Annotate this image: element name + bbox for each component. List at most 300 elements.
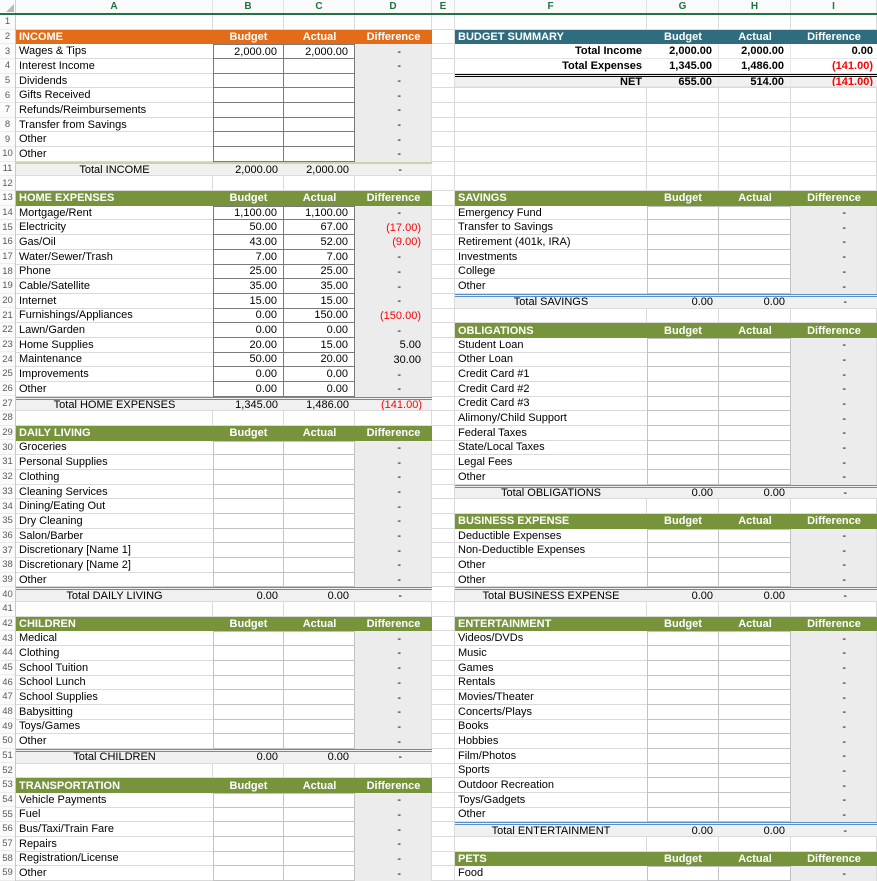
cell-I19[interactable]: - xyxy=(791,279,877,294)
cell-I54[interactable]: - xyxy=(791,793,877,808)
cell-F38[interactable]: Other xyxy=(455,558,647,573)
cell-E3[interactable] xyxy=(432,44,455,59)
cell-I39[interactable]: - xyxy=(791,573,877,588)
cell-C59[interactable] xyxy=(284,866,355,881)
row-header-25[interactable]: 25 xyxy=(0,367,15,382)
cell-C6[interactable] xyxy=(284,88,355,103)
row-header-29[interactable]: 29 xyxy=(0,426,15,441)
cell-A5[interactable]: Dividends xyxy=(16,74,213,89)
cell-E58[interactable] xyxy=(432,852,455,867)
cell-H7[interactable] xyxy=(719,103,791,118)
cell-D46[interactable]: - xyxy=(355,676,432,691)
cell-F49[interactable]: Books xyxy=(455,720,647,735)
cell-F45[interactable]: Games xyxy=(455,661,647,676)
column-header-D[interactable]: D xyxy=(355,0,432,13)
row-header-49[interactable]: 49 xyxy=(0,719,15,734)
cell-I17[interactable]: - xyxy=(791,250,877,265)
cell-B16[interactable]: 43.00 xyxy=(213,235,284,250)
cell-E47[interactable] xyxy=(432,690,455,705)
cell-A23[interactable]: Home Supplies xyxy=(16,338,213,353)
cell-H4[interactable]: 1,486.00 xyxy=(719,59,791,74)
cell-G55[interactable] xyxy=(647,808,719,823)
column-header-A[interactable]: A xyxy=(16,0,213,13)
cell-E35[interactable] xyxy=(432,514,455,529)
cell-H24[interactable] xyxy=(719,353,791,368)
cell-A35[interactable]: Dry Cleaning xyxy=(16,514,213,529)
cell-D47[interactable]: - xyxy=(355,690,432,705)
cell-E29[interactable] xyxy=(432,426,455,441)
cell-D35[interactable]: - xyxy=(355,514,432,529)
cell-G45[interactable] xyxy=(647,661,719,676)
cell-F54[interactable]: Toys/Gadgets xyxy=(455,793,647,808)
cell-C1[interactable] xyxy=(284,15,355,30)
cell-A55[interactable]: Fuel xyxy=(16,808,213,823)
cell-E45[interactable] xyxy=(432,661,455,676)
cell-C25[interactable]: 0.00 xyxy=(284,367,355,382)
cell-A27[interactable]: Total HOME EXPENSES xyxy=(53,399,176,411)
cell-G20[interactable]: 0.00 xyxy=(691,296,713,308)
cell-A20[interactable]: Internet xyxy=(16,294,213,309)
cell-H45[interactable] xyxy=(719,661,791,676)
cell-B33[interactable] xyxy=(213,485,284,500)
cell-D1[interactable] xyxy=(355,15,432,30)
cell-H21[interactable] xyxy=(719,309,791,324)
cell-A39[interactable]: Other xyxy=(16,573,213,588)
cell-F21[interactable] xyxy=(455,309,647,324)
cell-B3[interactable]: 2,000.00 xyxy=(213,44,284,59)
cell-B1[interactable] xyxy=(213,15,284,30)
cell-A36[interactable]: Salon/Barber xyxy=(16,529,213,544)
cell-F57[interactable] xyxy=(455,837,647,852)
cell-D54[interactable]: - xyxy=(355,793,432,808)
cell-A14[interactable]: Mortgage/Rent xyxy=(16,206,213,221)
cell-I20[interactable]: - xyxy=(843,296,847,308)
cell-H51[interactable] xyxy=(719,749,791,764)
cell-C52[interactable] xyxy=(284,764,355,779)
cell-A8[interactable]: Transfer from Savings xyxy=(16,118,213,133)
cell-I6[interactable] xyxy=(791,88,877,103)
cell-H28[interactable] xyxy=(719,411,791,426)
cell-D15[interactable]: (17.00) xyxy=(355,220,432,235)
cell-H26[interactable] xyxy=(719,382,791,397)
cell-H27[interactable] xyxy=(719,397,791,412)
row-header-8[interactable]: 8 xyxy=(0,118,15,133)
cell-D39[interactable]: - xyxy=(355,573,432,588)
cell-G59[interactable] xyxy=(647,866,719,881)
cell-I21[interactable] xyxy=(791,309,877,324)
cell-A7[interactable]: Refunds/Reimbursements xyxy=(16,103,213,118)
cell-H22[interactable]: Actual xyxy=(738,324,772,337)
cell-D36[interactable]: - xyxy=(355,529,432,544)
cell-B30[interactable] xyxy=(213,441,284,456)
cell-G42[interactable]: Budget xyxy=(664,618,702,631)
cell-F33[interactable]: Total OBLIGATIONS xyxy=(500,487,602,499)
cell-I58[interactable]: Difference xyxy=(807,852,861,865)
cell-D55[interactable]: - xyxy=(355,808,432,823)
row-header-4[interactable]: 4 xyxy=(0,59,15,74)
cell-F10[interactable] xyxy=(455,147,647,162)
cell-H50[interactable] xyxy=(719,734,791,749)
cell-B8[interactable] xyxy=(213,118,284,133)
cell-I55[interactable]: - xyxy=(791,808,877,823)
cell-A45[interactable]: School Tuition xyxy=(16,661,213,676)
cell-C31[interactable] xyxy=(284,455,355,470)
row-header-12[interactable]: 12 xyxy=(0,176,15,191)
cell-A18[interactable]: Phone xyxy=(16,265,213,280)
cell-H6[interactable] xyxy=(719,88,791,103)
cell-G41[interactable] xyxy=(647,602,719,617)
cell-C24[interactable]: 20.00 xyxy=(284,353,355,368)
cell-C13[interactable]: Actual xyxy=(302,192,337,205)
cell-I8[interactable] xyxy=(791,118,877,133)
cell-B17[interactable]: 7.00 xyxy=(213,250,284,265)
row-header-9[interactable]: 9 xyxy=(0,132,15,147)
cell-E33[interactable] xyxy=(432,485,455,500)
cell-I47[interactable]: - xyxy=(791,690,877,705)
cell-A11[interactable]: Total INCOME xyxy=(79,163,150,176)
cell-A32[interactable]: Clothing xyxy=(16,470,213,485)
cell-E38[interactable] xyxy=(432,558,455,573)
row-header-31[interactable]: 31 xyxy=(0,455,15,470)
cell-A42[interactable]: CHILDREN xyxy=(19,618,76,631)
cell-C22[interactable]: 0.00 xyxy=(284,323,355,338)
cell-D50[interactable]: - xyxy=(355,734,432,749)
cell-D34[interactable]: - xyxy=(355,499,432,514)
cell-C37[interactable] xyxy=(284,543,355,558)
row-header-39[interactable]: 39 xyxy=(0,573,15,588)
row-header-18[interactable]: 18 xyxy=(0,264,15,279)
cell-F41[interactable] xyxy=(455,602,647,617)
cell-E32[interactable] xyxy=(432,470,455,485)
cell-E2[interactable] xyxy=(432,30,455,45)
cell-D51[interactable]: - xyxy=(398,751,402,763)
cell-C40[interactable]: 0.00 xyxy=(327,590,349,602)
row-header-13[interactable]: 13 xyxy=(0,191,15,206)
cell-E24[interactable] xyxy=(432,353,455,368)
cell-B13[interactable]: Budget xyxy=(229,192,268,205)
cell-I27[interactable]: - xyxy=(791,397,877,412)
cell-B5[interactable] xyxy=(213,74,284,89)
cell-I25[interactable]: - xyxy=(791,367,877,382)
cell-D49[interactable]: - xyxy=(355,720,432,735)
cell-B43[interactable] xyxy=(213,631,284,646)
cell-I18[interactable]: - xyxy=(791,265,877,280)
cell-H40[interactable]: 0.00 xyxy=(763,590,785,602)
cell-E25[interactable] xyxy=(432,367,455,382)
cell-A33[interactable]: Cleaning Services xyxy=(16,485,213,500)
cell-G28[interactable] xyxy=(647,411,719,426)
cell-E9[interactable] xyxy=(432,132,455,147)
cell-C39[interactable] xyxy=(284,573,355,588)
cell-B57[interactable] xyxy=(213,837,284,852)
cell-B34[interactable] xyxy=(213,499,284,514)
row-header-37[interactable]: 37 xyxy=(0,543,15,558)
cell-F37[interactable]: Non-Deductible Expenses xyxy=(455,543,647,558)
row-header-40[interactable]: 40 xyxy=(0,587,15,602)
cell-E39[interactable] xyxy=(432,573,455,588)
cell-A57[interactable]: Repairs xyxy=(16,837,213,852)
cell-C10[interactable] xyxy=(284,147,355,162)
cell-D17[interactable]: - xyxy=(355,250,432,265)
cell-A25[interactable]: Improvements xyxy=(16,367,213,382)
cell-H8[interactable] xyxy=(719,118,791,133)
cell-G48[interactable] xyxy=(647,705,719,720)
cell-C38[interactable] xyxy=(284,558,355,573)
cell-E56[interactable] xyxy=(432,822,455,837)
cell-A17[interactable]: Water/Sewer/Trash xyxy=(16,250,213,265)
cell-B11[interactable]: 2,000.00 xyxy=(235,163,278,176)
cell-H46[interactable] xyxy=(719,676,791,691)
row-header-27[interactable]: 27 xyxy=(0,396,15,411)
cell-B53[interactable]: Budget xyxy=(229,779,268,792)
cell-E43[interactable] xyxy=(432,631,455,646)
cell-B35[interactable] xyxy=(213,514,284,529)
cell-F20[interactable]: Total SAVINGS xyxy=(513,296,589,308)
cell-C29[interactable]: Actual xyxy=(302,427,337,440)
cell-B9[interactable] xyxy=(213,132,284,147)
cell-C27[interactable]: 1,486.00 xyxy=(306,399,349,411)
cell-C20[interactable]: 15.00 xyxy=(284,294,355,309)
cell-D40[interactable]: - xyxy=(398,590,402,602)
cell-E26[interactable] xyxy=(432,382,455,397)
cell-C16[interactable]: 52.00 xyxy=(284,235,355,250)
cell-E15[interactable] xyxy=(432,220,455,235)
cell-B22[interactable]: 0.00 xyxy=(213,323,284,338)
cell-F51[interactable]: Film/Photos xyxy=(455,749,647,764)
cell-D43[interactable]: - xyxy=(355,631,432,646)
cell-B52[interactable] xyxy=(213,764,284,779)
cell-I4[interactable]: (141.00) xyxy=(791,59,877,74)
cell-G37[interactable] xyxy=(647,543,719,558)
cell-A4[interactable]: Interest Income xyxy=(16,59,213,74)
cell-E54[interactable] xyxy=(432,793,455,808)
cell-D29[interactable]: Difference xyxy=(366,427,421,440)
cell-H19[interactable] xyxy=(719,279,791,294)
row-header-57[interactable]: 57 xyxy=(0,837,15,852)
cell-F15[interactable]: Transfer to Savings xyxy=(455,220,647,235)
cell-H49[interactable] xyxy=(719,720,791,735)
cell-B55[interactable] xyxy=(213,808,284,823)
cell-C41[interactable] xyxy=(284,602,355,617)
column-header-G[interactable]: G xyxy=(647,0,719,13)
cell-D21[interactable]: (150.00) xyxy=(355,309,432,324)
row-header-26[interactable]: 26 xyxy=(0,382,15,397)
cell-B46[interactable] xyxy=(213,676,284,691)
row-header-19[interactable]: 19 xyxy=(0,279,15,294)
cell-I16[interactable]: - xyxy=(791,235,877,250)
cell-A29[interactable]: DAILY LIVING xyxy=(19,427,91,440)
cell-A13[interactable]: HOME EXPENSES xyxy=(19,192,115,205)
column-header-H[interactable]: H xyxy=(719,0,791,13)
cell-F11[interactable] xyxy=(455,162,647,177)
cell-E4[interactable] xyxy=(432,59,455,74)
row-header-36[interactable]: 36 xyxy=(0,529,15,544)
cell-H10[interactable] xyxy=(719,147,791,162)
cell-E57[interactable] xyxy=(432,837,455,852)
cell-E49[interactable] xyxy=(432,720,455,735)
cell-I35[interactable]: Difference xyxy=(807,515,861,528)
cell-F35[interactable]: BUSINESS EXPENSE xyxy=(458,515,570,528)
cell-H29[interactable] xyxy=(719,426,791,441)
cell-F24[interactable]: Other Loan xyxy=(455,353,647,368)
cell-D22[interactable]: - xyxy=(355,323,432,338)
row-header-6[interactable]: 6 xyxy=(0,88,15,103)
cell-F36[interactable]: Deductible Expenses xyxy=(455,529,647,544)
cell-I32[interactable]: - xyxy=(791,470,877,485)
cell-A12[interactable] xyxy=(16,176,213,191)
cell-D41[interactable] xyxy=(355,602,432,617)
cell-C55[interactable] xyxy=(284,808,355,823)
cell-B40[interactable]: 0.00 xyxy=(256,590,278,602)
cell-C5[interactable] xyxy=(284,74,355,89)
cell-H31[interactable] xyxy=(719,455,791,470)
cell-C4[interactable] xyxy=(284,59,355,74)
row-header-38[interactable]: 38 xyxy=(0,558,15,573)
cell-G13[interactable]: Budget xyxy=(664,192,702,205)
cell-B38[interactable] xyxy=(213,558,284,573)
row-header-24[interactable]: 24 xyxy=(0,352,15,367)
cell-F4[interactable]: Total Expenses xyxy=(455,59,647,74)
cell-H36[interactable] xyxy=(719,529,791,544)
cell-G11[interactable] xyxy=(647,162,719,177)
row-header-28[interactable]: 28 xyxy=(0,411,15,426)
cell-I56[interactable]: - xyxy=(843,825,847,836)
cell-B37[interactable] xyxy=(213,543,284,558)
cell-H23[interactable] xyxy=(719,338,791,353)
cell-H12[interactable] xyxy=(719,176,791,191)
cell-D24[interactable]: 30.00 xyxy=(355,353,432,368)
cell-F47[interactable]: Movies/Theater xyxy=(455,690,647,705)
cell-C32[interactable] xyxy=(284,470,355,485)
cell-C46[interactable] xyxy=(284,676,355,691)
cell-I57[interactable] xyxy=(791,837,877,852)
cell-G2[interactable]: Budget xyxy=(664,31,702,43)
cell-A53[interactable]: TRANSPORTATION xyxy=(19,779,121,792)
cell-A30[interactable]: Groceries xyxy=(16,441,213,456)
cell-B50[interactable] xyxy=(213,734,284,749)
cell-H15[interactable] xyxy=(719,220,791,235)
cell-B7[interactable] xyxy=(213,103,284,118)
cell-F16[interactable]: Retirement (401k, IRA) xyxy=(455,235,647,250)
cell-I30[interactable]: - xyxy=(791,441,877,456)
cell-I31[interactable]: - xyxy=(791,455,877,470)
row-header-48[interactable]: 48 xyxy=(0,705,15,720)
cell-B28[interactable] xyxy=(213,411,284,426)
cell-G1[interactable] xyxy=(647,15,719,30)
cell-G26[interactable] xyxy=(647,382,719,397)
cell-I7[interactable] xyxy=(791,103,877,118)
cell-F3[interactable]: Total Income xyxy=(455,44,647,59)
cell-H30[interactable] xyxy=(719,441,791,456)
cell-B44[interactable] xyxy=(213,646,284,661)
row-header-41[interactable]: 41 xyxy=(0,602,15,617)
cell-C58[interactable] xyxy=(284,852,355,867)
cell-F55[interactable]: Other xyxy=(455,808,647,823)
cell-B19[interactable]: 35.00 xyxy=(213,279,284,294)
cell-A47[interactable]: School Supplies xyxy=(16,690,213,705)
cell-H57[interactable] xyxy=(719,837,791,852)
cell-H33[interactable]: 0.00 xyxy=(763,487,785,499)
cell-F23[interactable]: Student Loan xyxy=(455,338,647,353)
cell-D30[interactable]: - xyxy=(355,441,432,456)
cell-I36[interactable]: - xyxy=(791,529,877,544)
cell-I26[interactable]: - xyxy=(791,382,877,397)
cell-A52[interactable] xyxy=(16,764,213,779)
cell-C8[interactable] xyxy=(284,118,355,133)
cell-E41[interactable] xyxy=(432,602,455,617)
cell-D8[interactable]: - xyxy=(355,118,432,133)
cell-G10[interactable] xyxy=(647,147,719,162)
row-header-58[interactable]: 58 xyxy=(0,851,15,866)
cell-E6[interactable] xyxy=(432,88,455,103)
cell-C28[interactable] xyxy=(284,411,355,426)
row-header-11[interactable]: 11 xyxy=(0,162,15,177)
row-header-22[interactable]: 22 xyxy=(0,323,15,338)
cell-I3[interactable]: 0.00 xyxy=(791,44,877,59)
cell-B2[interactable]: Budget xyxy=(229,31,268,43)
row-header-1[interactable]: 1 xyxy=(0,15,15,30)
cell-I34[interactable] xyxy=(791,499,877,514)
cell-F9[interactable] xyxy=(455,132,647,147)
cell-I50[interactable]: - xyxy=(791,734,877,749)
cell-I2[interactable]: Difference xyxy=(807,31,861,43)
cell-D9[interactable]: - xyxy=(355,132,432,147)
cell-D2[interactable]: Difference xyxy=(366,31,421,43)
cell-F48[interactable]: Concerts/Plays xyxy=(455,705,647,720)
row-header-47[interactable]: 47 xyxy=(0,690,15,705)
cell-A34[interactable]: Dining/Eating Out xyxy=(16,499,213,514)
cell-H34[interactable] xyxy=(719,499,791,514)
cell-C53[interactable]: Actual xyxy=(302,779,337,792)
cell-C21[interactable]: 150.00 xyxy=(284,309,355,324)
cell-G24[interactable] xyxy=(647,353,719,368)
cell-I52[interactable]: - xyxy=(791,764,877,779)
cell-C17[interactable]: 7.00 xyxy=(284,250,355,265)
cell-G9[interactable] xyxy=(647,132,719,147)
cell-E51[interactable] xyxy=(432,749,455,764)
cell-G18[interactable] xyxy=(647,265,719,280)
cell-D52[interactable] xyxy=(355,764,432,779)
cell-A2[interactable]: INCOME xyxy=(19,31,63,43)
cell-A31[interactable]: Personal Supplies xyxy=(16,455,213,470)
cell-H32[interactable] xyxy=(719,470,791,485)
cell-D23[interactable]: 5.00 xyxy=(355,338,432,353)
cell-G49[interactable] xyxy=(647,720,719,735)
cell-D6[interactable]: - xyxy=(355,88,432,103)
cell-A56[interactable]: Bus/Taxi/Train Fare xyxy=(16,822,213,837)
cell-G54[interactable] xyxy=(647,793,719,808)
cell-F12[interactable] xyxy=(455,176,647,191)
cell-I44[interactable]: - xyxy=(791,646,877,661)
cell-F34[interactable] xyxy=(455,499,647,514)
cell-C3[interactable]: 2,000.00 xyxy=(284,44,355,59)
cell-F22[interactable]: OBLIGATIONS xyxy=(458,324,534,337)
cell-D25[interactable]: - xyxy=(355,367,432,382)
cell-B23[interactable]: 20.00 xyxy=(213,338,284,353)
cell-F28[interactable]: Alimony/Child Support xyxy=(455,411,647,426)
row-header-34[interactable]: 34 xyxy=(0,499,15,514)
cell-G12[interactable] xyxy=(647,176,719,191)
cell-F29[interactable]: Federal Taxes xyxy=(455,426,647,441)
cell-A54[interactable]: Vehicle Payments xyxy=(16,793,213,808)
cell-I42[interactable]: Difference xyxy=(807,618,861,631)
cell-G16[interactable] xyxy=(647,235,719,250)
column-header-F[interactable]: F xyxy=(455,0,647,13)
cell-F59[interactable]: Food xyxy=(455,866,647,881)
cell-C11[interactable]: 2,000.00 xyxy=(306,163,349,176)
cell-B42[interactable]: Budget xyxy=(229,618,268,631)
row-header-32[interactable]: 32 xyxy=(0,470,15,485)
